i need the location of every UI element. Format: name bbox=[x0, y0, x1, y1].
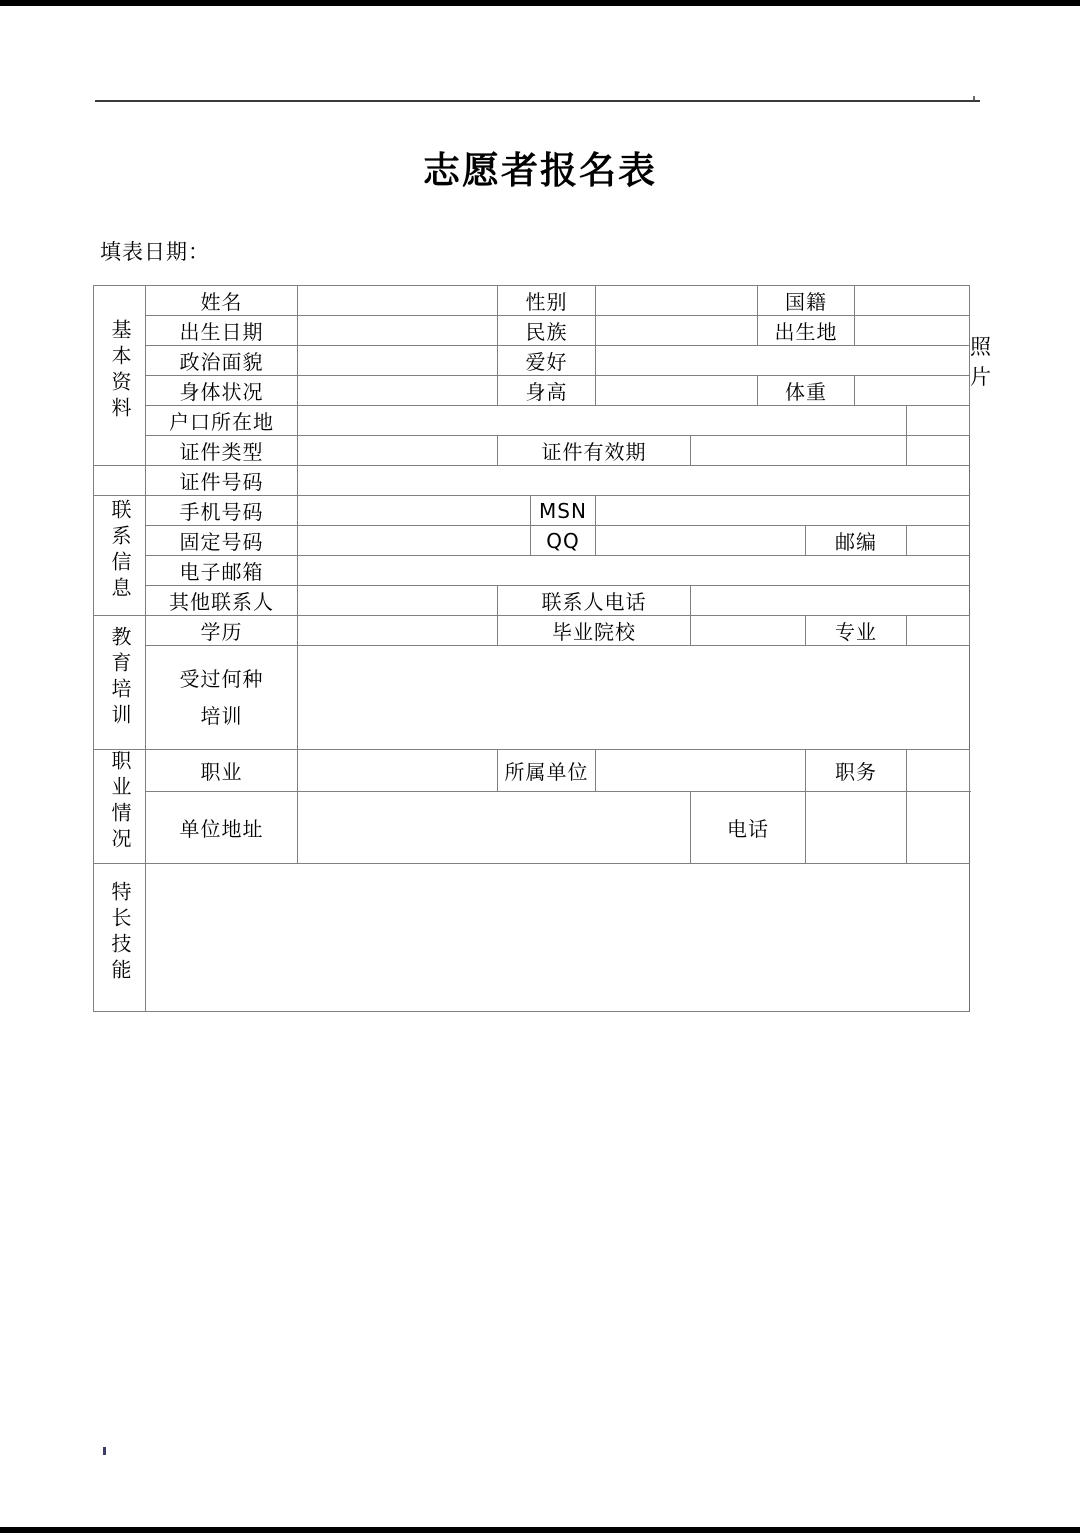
label-gender: 性别 bbox=[498, 286, 596, 316]
label-ethnicity: 民族 bbox=[498, 316, 596, 346]
label-id-number: 证件号码 bbox=[146, 466, 298, 496]
field-postcode[interactable] bbox=[907, 526, 970, 556]
field-id-validity[interactable] bbox=[691, 436, 907, 466]
section-label-contact bbox=[94, 496, 146, 616]
label-training-line2: 培训 bbox=[200, 703, 243, 728]
field-other-contact[interactable] bbox=[298, 586, 498, 616]
table-row bbox=[94, 406, 970, 436]
section-label-skills-text: 特长技能 bbox=[108, 881, 132, 985]
table-row bbox=[94, 586, 970, 616]
section-label-contact-text: 联系信息 bbox=[108, 499, 132, 603]
label-position: 职务 bbox=[806, 750, 907, 792]
header-rule bbox=[95, 100, 980, 102]
table-row bbox=[94, 864, 970, 1012]
field-mobile[interactable] bbox=[298, 496, 531, 526]
label-degree: 学历 bbox=[146, 616, 298, 646]
field-gender[interactable] bbox=[596, 286, 758, 316]
label-msn: MSN bbox=[531, 496, 596, 526]
field-training[interactable] bbox=[298, 646, 970, 750]
field-hobby[interactable] bbox=[596, 346, 970, 376]
label-health: 身体状况 bbox=[146, 376, 298, 406]
label-other-contact: 其他联系人 bbox=[146, 586, 298, 616]
label-id-type: 证件类型 bbox=[146, 436, 298, 466]
label-contact-phone: 联系人电话 bbox=[498, 586, 691, 616]
field-ethnicity[interactable] bbox=[596, 316, 758, 346]
field-birth-place[interactable] bbox=[855, 316, 970, 346]
fill-date-label: 填表日期： bbox=[100, 240, 210, 264]
table-row bbox=[94, 316, 970, 346]
label-email: 电子邮箱 bbox=[146, 556, 298, 586]
section-label-education-text: 教育培训 bbox=[108, 626, 132, 730]
field-employer[interactable] bbox=[596, 750, 806, 792]
field-political-status[interactable] bbox=[298, 346, 498, 376]
label-birth-date: 出生日期 bbox=[146, 316, 298, 346]
field-name[interactable] bbox=[298, 286, 498, 316]
section-label-occupation-text: 职业情况 bbox=[108, 750, 132, 854]
table-row bbox=[94, 376, 970, 406]
label-id-validity: 证件有效期 bbox=[498, 436, 691, 466]
label-training-line1: 受过何种 bbox=[179, 666, 264, 691]
field-household-location[interactable] bbox=[298, 406, 907, 436]
label-weight: 体重 bbox=[758, 376, 855, 406]
section-label-education bbox=[94, 616, 146, 750]
label-height: 身高 bbox=[498, 376, 596, 406]
page-title: 志愿者报名表 bbox=[423, 149, 657, 192]
field-employer-address[interactable] bbox=[298, 792, 691, 864]
volunteer-registration-form bbox=[93, 285, 994, 1012]
field-id-type[interactable] bbox=[298, 436, 498, 466]
label-mobile: 手机号码 bbox=[146, 496, 298, 526]
table-row bbox=[94, 466, 970, 496]
header-rule-dot bbox=[973, 96, 975, 100]
label-birth-place: 出生地 bbox=[758, 316, 855, 346]
label-political-status: 政治面貌 bbox=[146, 346, 298, 376]
section-label-skills bbox=[94, 864, 146, 1012]
page-artifact-mark bbox=[103, 1447, 106, 1455]
page-edge-bottom bbox=[0, 1527, 1080, 1533]
label-nationality: 国籍 bbox=[758, 286, 855, 316]
table-row bbox=[94, 792, 970, 864]
label-postcode: 邮编 bbox=[806, 526, 907, 556]
field-id-number[interactable] bbox=[298, 466, 970, 496]
field-email[interactable] bbox=[298, 556, 970, 586]
label-hobby: 爱好 bbox=[498, 346, 596, 376]
table-row bbox=[94, 646, 970, 750]
section-label-basic bbox=[94, 286, 146, 466]
table-row bbox=[94, 750, 970, 792]
field-work-phone[interactable] bbox=[806, 792, 907, 864]
field-msn[interactable] bbox=[596, 496, 970, 526]
field-birth-date[interactable] bbox=[298, 316, 498, 346]
label-qq: QQ bbox=[531, 526, 596, 556]
table-row bbox=[94, 436, 970, 466]
field-major[interactable] bbox=[907, 616, 970, 646]
field-id-validity-overflow[interactable] bbox=[907, 436, 970, 466]
field-contact-phone[interactable] bbox=[691, 586, 970, 616]
table-row bbox=[94, 616, 970, 646]
field-position[interactable] bbox=[907, 750, 970, 792]
label-employer-address: 单位地址 bbox=[146, 792, 298, 864]
label-graduated-school: 毕业院校 bbox=[498, 616, 691, 646]
field-landline[interactable] bbox=[298, 526, 531, 556]
section-label-basic-continued bbox=[94, 466, 146, 496]
table-row bbox=[94, 496, 970, 526]
field-nationality[interactable] bbox=[855, 286, 970, 316]
field-graduated-school[interactable] bbox=[691, 616, 806, 646]
label-employer: 所属单位 bbox=[498, 750, 596, 792]
table-row bbox=[94, 526, 970, 556]
field-health[interactable] bbox=[298, 376, 498, 406]
field-qq[interactable] bbox=[596, 526, 806, 556]
section-label-basic-text: 基本资料 bbox=[108, 319, 132, 423]
label-occupation: 职业 bbox=[146, 750, 298, 792]
label-major: 专业 bbox=[806, 616, 907, 646]
label-training bbox=[146, 646, 298, 750]
table-row: 基本资料 姓名 性别 国籍 照片 bbox=[94, 286, 970, 316]
field-occupation[interactable] bbox=[298, 750, 498, 792]
label-name: 姓名 bbox=[146, 286, 298, 316]
field-weight[interactable] bbox=[855, 376, 970, 406]
label-household-location: 户口所在地 bbox=[146, 406, 298, 436]
table-row bbox=[94, 556, 970, 586]
section-label-occupation bbox=[94, 750, 146, 864]
field-skills[interactable] bbox=[146, 864, 970, 1012]
label-landline: 固定号码 bbox=[146, 526, 298, 556]
field-height[interactable] bbox=[596, 376, 758, 406]
document-sheet bbox=[0, 6, 1080, 1527]
label-work-phone: 电话 bbox=[691, 792, 806, 864]
table-row bbox=[94, 346, 970, 376]
field-degree[interactable] bbox=[298, 616, 498, 646]
